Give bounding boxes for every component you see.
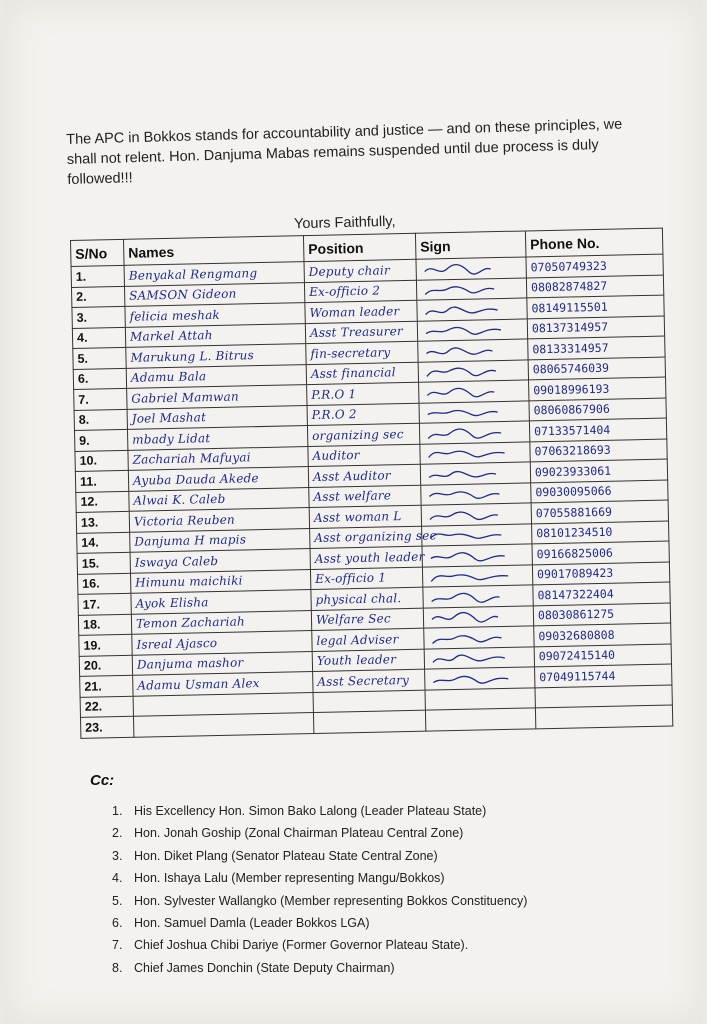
header-phone: Phone No. <box>525 228 663 257</box>
row-name: Gabriel Mamwan <box>127 385 307 409</box>
row-sno: 6. <box>73 368 126 390</box>
row-sno: 20. <box>79 655 132 677</box>
cc-list <box>112 800 672 979</box>
row-sno: 5. <box>73 347 126 369</box>
handwritten-signature <box>421 259 511 277</box>
row-name: Marukung L. Bitrus <box>126 344 306 368</box>
row-signature <box>419 400 529 423</box>
row-phone: 09032680808 <box>534 623 671 646</box>
row-name: Ayuba Dauda Akede <box>128 467 308 491</box>
cc-item <box>112 800 672 822</box>
row-phone: 09166825006 <box>532 541 669 564</box>
row-sno: 23. <box>80 716 133 738</box>
row-position: P.R.O 1 <box>307 382 419 405</box>
row-name: Danjuma mashor <box>132 651 312 675</box>
row-sno: 4. <box>72 327 125 349</box>
row-phone: 09072415140 <box>534 644 671 667</box>
table-body <box>71 254 673 738</box>
cc-item <box>112 912 672 934</box>
cc-item <box>112 867 672 889</box>
row-phone: 07055881669 <box>531 500 668 523</box>
row-signature <box>425 708 535 731</box>
header-names: Names <box>123 236 304 266</box>
row-signature <box>416 257 526 280</box>
row-phone: 08147322404 <box>533 582 670 605</box>
row-sno: 8. <box>74 409 127 431</box>
cc-item-text: Hon. Sylvester Wallangko (Member representing Bokkos Constituency) <box>134 893 528 908</box>
sign-off: Yours Faithfully, <box>293 213 396 233</box>
handwritten-signature <box>422 341 512 359</box>
handwritten-signature <box>428 608 518 626</box>
handwritten-signature <box>421 280 511 298</box>
row-phone: 07049115744 <box>535 664 672 687</box>
row-sno: 17. <box>78 593 131 615</box>
row-position: Asst organizing sec <box>310 526 422 549</box>
row-position: Youth leader <box>312 649 424 672</box>
row-sno: 13. <box>76 511 129 533</box>
row-sno: 12. <box>76 491 129 513</box>
row-sno: 14. <box>77 532 130 554</box>
row-position <box>313 690 425 713</box>
row-signature <box>423 585 533 608</box>
row-name: Ayok Elisha <box>131 590 311 614</box>
row-name: Alwai K. Caleb <box>129 487 309 511</box>
cc-item <box>112 957 672 979</box>
row-sno: 18. <box>78 614 131 636</box>
row-phone: 09018996193 <box>529 377 666 400</box>
cc-item-number: 5. <box>112 893 123 908</box>
cc-item <box>112 934 672 956</box>
cc-item <box>112 822 672 844</box>
row-name: Temon Zachariah <box>131 610 311 634</box>
row-name: Markel Attah <box>125 323 305 347</box>
row-position: physical chal. <box>311 587 423 610</box>
signatory-table <box>70 228 672 739</box>
row-signature <box>424 626 534 649</box>
row-position: Deputy chair <box>304 259 416 282</box>
header-sno: S/No <box>71 239 125 266</box>
cc-item-text: Chief Joshua Chibi Dariye (Former Governor Plateau State). <box>134 938 469 953</box>
row-phone <box>535 705 672 728</box>
cc-item-number: 2. <box>112 826 123 841</box>
row-name: Iswaya Caleb <box>130 549 310 573</box>
row-sno: 10. <box>75 450 128 472</box>
row-signature <box>425 667 535 690</box>
row-signature <box>416 277 526 300</box>
row-signature <box>420 441 530 464</box>
row-phone: 08030861275 <box>533 603 670 626</box>
cc-item-text: Hon. Jonah Goship (Zonal Chairman Plateau Central Zone) <box>134 826 464 841</box>
row-sno: 2. <box>71 286 124 308</box>
cc-item <box>112 890 672 912</box>
cc-item-number: 8. <box>112 960 123 975</box>
handwritten-signature <box>427 587 517 605</box>
row-name: Zachariah Mafuyai <box>128 446 308 470</box>
row-signature <box>422 544 532 567</box>
row-phone: 08137314957 <box>527 316 664 339</box>
row-position: legal Adviser <box>312 628 424 651</box>
handwritten-signature <box>425 485 515 503</box>
row-position: Welfare Sec <box>311 608 423 631</box>
row-name: SAMSON Gideon <box>124 282 304 306</box>
row-position: Woman leader <box>305 300 417 323</box>
row-signature <box>424 646 534 669</box>
row-phone <box>535 684 672 707</box>
row-phone: 08060867906 <box>529 398 666 421</box>
header-sign: Sign <box>415 231 526 259</box>
cc-item-number: 4. <box>112 871 123 886</box>
row-signature <box>425 687 535 710</box>
row-signature <box>419 421 529 444</box>
row-signature <box>421 482 531 505</box>
document-page <box>4 0 703 1024</box>
row-sno: 7. <box>74 388 127 410</box>
handwritten-signature <box>425 464 515 482</box>
handwritten-signature <box>429 649 519 667</box>
row-position: Ex-officio 1 <box>310 567 422 590</box>
row-sno: 1. <box>71 265 124 287</box>
handwritten-signature <box>426 526 516 544</box>
handwritten-signature <box>424 444 514 462</box>
row-name: Joel Mashat <box>127 405 307 429</box>
row-phone: 08133314957 <box>528 336 665 359</box>
row-signature <box>418 339 528 362</box>
row-phone: 07050749323 <box>526 254 663 277</box>
row-name: Himunu maichiki <box>130 569 310 593</box>
row-sno: 15. <box>77 552 130 574</box>
handwritten-signature <box>421 300 511 318</box>
handwritten-signature <box>427 567 517 585</box>
cc-item-text: His Excellency Hon. Simon Bako Lalong (Leader Plateau State) <box>134 804 487 818</box>
row-phone: 08082874827 <box>526 275 663 298</box>
row-phone: 08065746039 <box>528 357 665 380</box>
row-position: Asst welfare <box>309 485 421 508</box>
cc-item-number: 1. <box>112 804 123 818</box>
row-phone: 08101234510 <box>532 521 669 544</box>
row-name: felicia meshak <box>125 303 305 327</box>
row-position: fin-secretary <box>306 341 418 364</box>
row-signature <box>423 605 533 628</box>
row-position: Auditor <box>308 444 420 467</box>
handwritten-signature <box>422 321 512 339</box>
row-signature <box>417 318 527 341</box>
cc-title: Cc: <box>90 772 115 789</box>
row-position: organizing sec <box>307 423 419 446</box>
row-signature <box>418 359 528 382</box>
row-position: Asst youth leader <box>310 546 422 569</box>
row-position <box>313 710 425 733</box>
row-name: Isreal Ajasco <box>132 631 312 655</box>
row-phone: 09030095066 <box>531 480 668 503</box>
row-name: Danjuma H mapis <box>130 528 310 552</box>
handwritten-signature <box>429 669 519 687</box>
handwritten-signature <box>424 403 514 421</box>
cc-item-text: Hon. Samuel Damla (Leader Bokkos LGA) <box>134 916 370 931</box>
handwritten-signature <box>423 382 513 400</box>
row-phone: 07133571404 <box>529 418 666 441</box>
row-name: Benyakal Rengmang <box>124 262 304 286</box>
row-name: Adamu Bala <box>126 364 306 388</box>
handwritten-signature <box>423 362 513 380</box>
header-position: Position <box>303 233 416 261</box>
row-sno: 16. <box>77 573 130 595</box>
row-sno: 19. <box>79 634 132 656</box>
cc-item-text: Hon. Diket Plang (Senator Plateau State Central Zone) <box>134 848 438 863</box>
row-name: mbady Lidat <box>127 426 307 450</box>
handwritten-signature <box>426 505 516 523</box>
handwritten-signature <box>428 628 518 646</box>
cc-item-number: 6. <box>112 916 123 931</box>
row-sno: 11. <box>75 470 128 492</box>
row-name <box>133 713 313 737</box>
row-signature <box>421 503 531 526</box>
row-position: Asst financial <box>306 362 418 385</box>
row-sno: 21. <box>80 675 133 697</box>
row-phone: 09017089423 <box>532 562 669 585</box>
row-position: Asst woman L <box>309 505 421 528</box>
cc-item-number: 7. <box>112 938 123 953</box>
handwritten-signature <box>424 423 514 441</box>
row-sno: 9. <box>74 429 127 451</box>
row-sno: 3. <box>72 306 125 328</box>
handwritten-signature <box>427 546 517 564</box>
row-name: Adamu Usman Alex <box>133 672 313 696</box>
row-position: Ex-officio 2 <box>304 280 416 303</box>
row-sno: 22. <box>80 696 133 718</box>
row-signature <box>420 462 530 485</box>
row-signature <box>422 523 532 546</box>
cc-item-text: Hon. Ishaya Lalu (Member representing Mangu/Bokkos) <box>134 871 445 886</box>
cc-item-text: Chief James Donchin (State Deputy Chairman) <box>134 960 395 975</box>
row-position: P.R.O 2 <box>307 403 419 426</box>
row-phone: 07063218693 <box>530 439 667 462</box>
row-signature <box>422 564 532 587</box>
row-position: Asst Secretary <box>313 669 425 692</box>
row-phone: 09023933061 <box>530 459 667 482</box>
row-position: Asst Treasurer <box>305 321 417 344</box>
row-name: Victoria Reuben <box>129 508 309 532</box>
cc-item <box>112 845 672 867</box>
row-signature <box>419 380 529 403</box>
row-phone: 08149115501 <box>527 295 664 318</box>
statement-paragraph: The APC in Bokkos stands for accountability and justice — and on these principles, we shall not relent. Hon. Danjuma Mabas remains suspended until due process is duly followed!!! <box>66 116 623 188</box>
row-position: Asst Auditor <box>308 464 420 487</box>
cc-item-number: 3. <box>112 848 123 863</box>
row-signature <box>417 298 527 321</box>
